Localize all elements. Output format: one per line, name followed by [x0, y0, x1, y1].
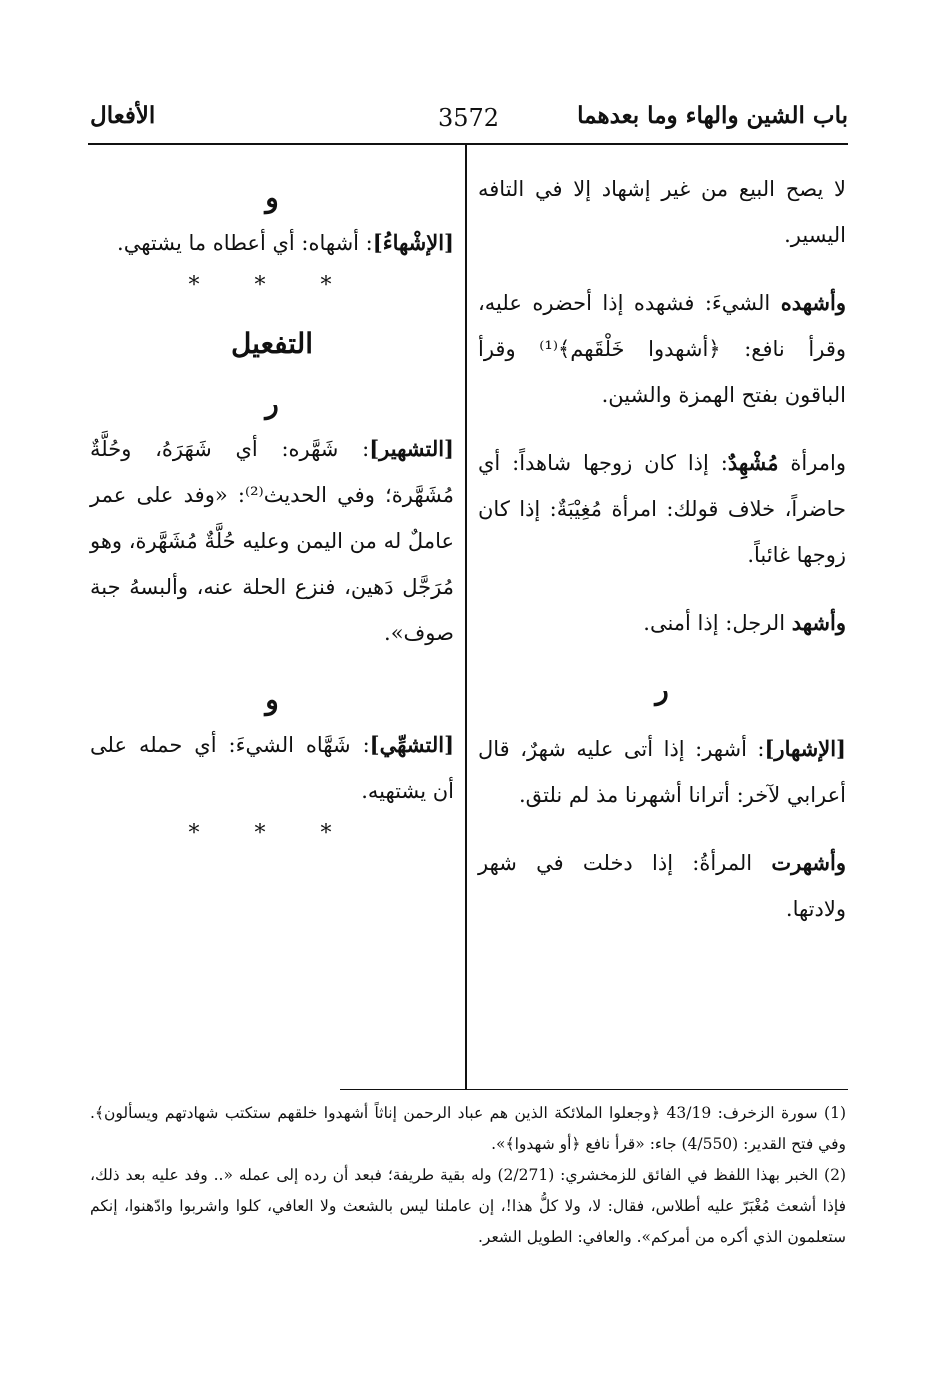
paragraph: [التشهِّي]: شَهَّاه الشيءَ: أي حمله على أن يشتهيه. — [90, 732, 454, 803]
entry-head: وأشهرت — [771, 850, 846, 875]
chapter-title: باب الشين والهاء وما بعدهما — [577, 102, 848, 129]
header-rule — [88, 143, 848, 145]
footnote-rule — [340, 1089, 848, 1090]
letter-heading: و — [265, 683, 279, 716]
footnotes — [90, 1098, 846, 1253]
entry-head: [الإشْهاءُ] — [372, 230, 454, 255]
paragraph: وأشهرت المرأةُ: إذا دخلت في شهر ولادتها. — [478, 850, 846, 921]
footnote: (2) الخبر بهذا اللفظ في الفائق للزمخشري: (2/271) وله بقية طريفة؛ فبعد أن رده إلى عمله «.. وفد عليه بعد ذلك، فإذا أشعث مُغْبَرّ عليه أطلاس، فقال: لا، ولا كلُّ هذا!، إن عاملنا ليس بالشعث ولا العافي، كلوا واشربوا وادّهنوا، إنكم ستعلمون الذي أكره من أمركم». والعافي: الطويل الشعر. — [90, 1166, 846, 1246]
paragraph: وأشهد الرجل: إذا أمنى. — [643, 610, 846, 635]
right-column — [478, 166, 846, 932]
paragraph: وأشهده الشيءَ: فشهده إذا أحضره عليه، وقرأ نافع: ﴿أشهدوا خَلْقَهم﴾⁽¹⁾ وقرأ الباقون بفتح الهمزة والشين. — [478, 290, 847, 407]
section-title: الأفعال — [90, 102, 156, 129]
entry-head: وأشهد — [791, 610, 846, 635]
entry-head: [التشهير] — [369, 436, 454, 461]
left-column — [90, 176, 454, 854]
page-number: 3572 — [438, 104, 500, 132]
entry-head: وأشهده — [780, 290, 846, 315]
footnote: (1) سورة الزخرف: 43/19 ﴿وجعلوا الملائكة الذين هم عباد الرحمن إناثاً أشهدوا خلقهم ستكتب شهادتهم ويسألون﴾. وفي فتح القدير: (4/550) جاء: «قرأ نافع ﴿أو شهدوا﴾». — [90, 1104, 846, 1153]
letter-heading: ر — [265, 387, 279, 420]
entry-head: [الإشهار] — [764, 736, 846, 761]
paragraph: [التشهير]: شَهَّره: أي شَهَرَهُ، وحُلَّةٌ مُشَهَّرة؛ وفي الحديث⁽²⁾: «وفد على عمر عاملٌ له من اليمن وعليه حُلَّةٌ مُشَهَّرة، وهو مُرَجَّل دَهين، فنزع الحلة عنه، وألبسهُ جبة صوف». — [90, 436, 454, 645]
paragraph: وامرأة مُشْهِدٌ: إذا كان زوجها شاهداً: أي حاضراً، خلاف قولك: امرأة مُغِيْبَةٌ: إذا كان زوجها غائباً. — [478, 450, 847, 567]
paragraph: لا يصح البيع من غير إشهاد إلا في التافه اليسير. — [478, 177, 846, 247]
paragraph: [الإشْهاءُ]: أشهاه: أي أعطاه ما يشتهي. — [117, 230, 454, 255]
separator-stars: * * * — [188, 821, 356, 846]
column-divider — [465, 145, 467, 1089]
separator-stars: * * * — [188, 273, 356, 298]
chapter-heading: التفعيل — [230, 327, 314, 360]
entry-head: مُشْهِدٌ — [727, 450, 779, 475]
page-header — [88, 98, 848, 138]
entry-head: [التشهِّي] — [369, 732, 454, 757]
paragraph: [الإشهار]: أشهر: إذا أتى عليه شهرٌ، قال أعرابي لآخر: أترانا أشهرنا مذ لم نلتق. — [478, 736, 846, 807]
letter-heading: و — [265, 181, 279, 214]
letter-heading: ر — [655, 673, 669, 706]
